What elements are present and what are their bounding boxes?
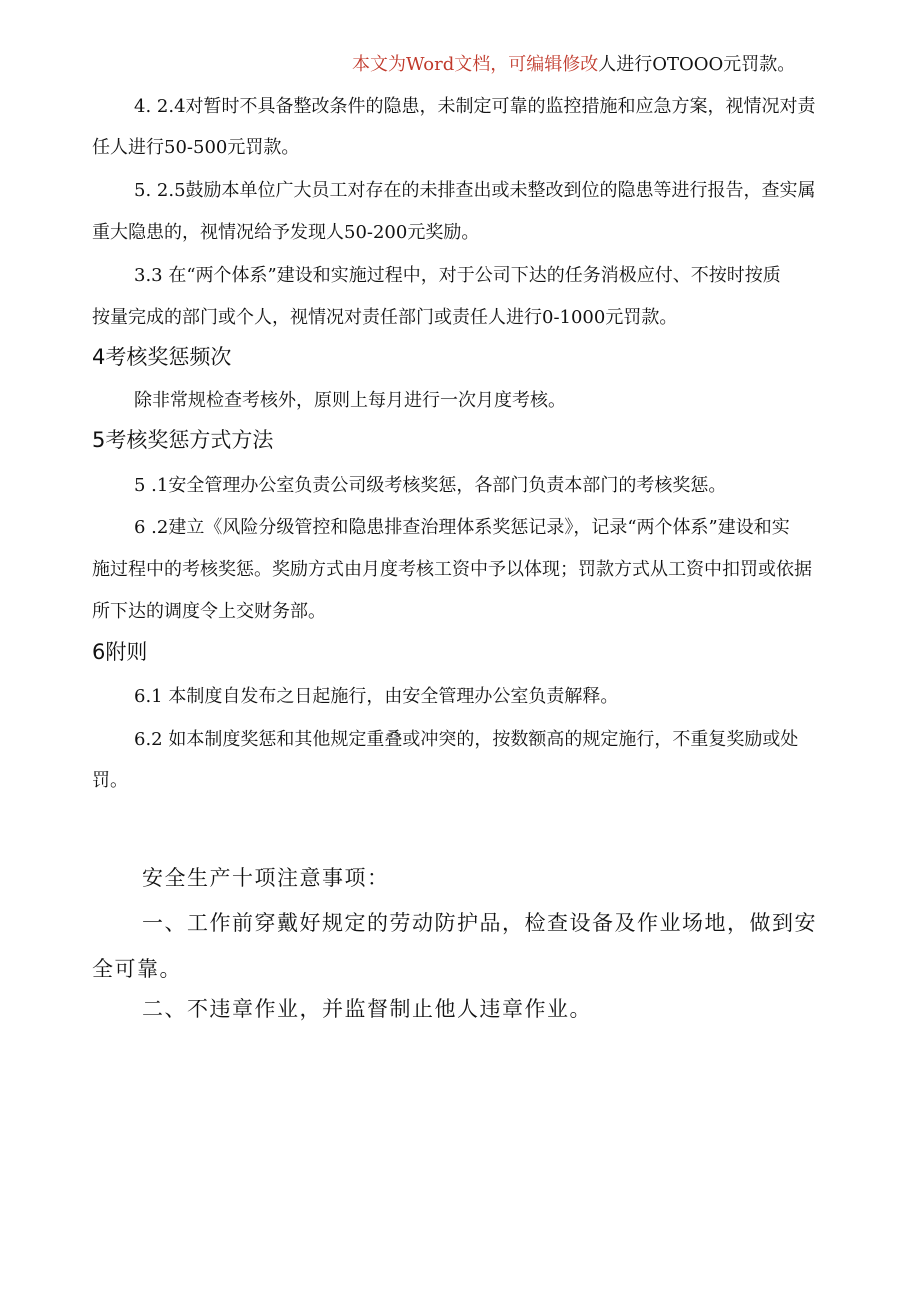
paragraph-line: 除非常规检查考核外，原则上每月进行一次月度考核。 — [134, 390, 566, 411]
paragraph-line: 6.1 本制度自发布之日起施行，由安全管理办公室负责解释。 — [134, 686, 619, 707]
section-heading: 4考核奖惩频次 — [92, 345, 232, 369]
paragraph-line: 按量完成的部门或个人，视情况对责任部门或责任人进行0-1000元罚款。 — [92, 307, 678, 328]
notice-item: 全可靠。 — [92, 957, 182, 981]
paragraph-line: 施过程中的考核奖惩。奖励方式由月度考核工资中予以体现；罚款方式从工资中扣罚或依据 — [92, 559, 812, 580]
paragraph-line: 罚。 — [92, 770, 128, 791]
paragraph-line: 6.2 如本制度奖惩和其他规定重叠或冲突的，按数额高的规定施行，不重复奖励或处 — [134, 729, 799, 750]
header-tail-text: 人进行OTOOO元罚款。 — [598, 54, 796, 75]
paragraph-line: 3.3 在“两个体系”建设和实施过程中，对于公司下达的任务消极应付、不按时按质 — [134, 265, 781, 286]
watermark-text: 本文为Word文档，可编辑修改 — [352, 54, 599, 75]
header-line — [352, 52, 795, 78]
section-heading: 6附则 — [92, 640, 148, 664]
paragraph-line: 重大隐患的，视情况给予发现人50-200元奖励。 — [92, 222, 480, 243]
paragraph-line: 5 .1安全管理办公室负责公司级考核奖惩，各部门负责本部门的考核奖惩。 — [134, 475, 727, 496]
notice-title: 安全生产十项注意事项： — [142, 866, 390, 890]
paragraph-line: 任人进行50-500元罚款。 — [92, 137, 300, 158]
paragraph-line: 5. 2.5鼓励本单位广大员工对存在的未排查出或未整改到位的隐患等进行报告，查实属 — [134, 180, 816, 201]
paragraph-line: 所下达的调度令上交财务部。 — [92, 601, 326, 622]
paragraph-line: 6 .2建立《风险分级管控和隐患排查治理体系奖惩记录》，记录“两个体系”建设和实 — [134, 517, 790, 538]
section-heading: 5考核奖惩方式方法 — [92, 428, 274, 452]
notice-item: 二、不违章作业，并监督制止他人违章作业。 — [142, 997, 592, 1021]
paragraph-line: 4. 2.4对暂时不具备整改条件的隐患，未制定可靠的监控措施和应急方案，视情况对责 — [134, 96, 816, 117]
notice-item: 一、工作前穿戴好规定的劳动防护品，检查设备及作业场地，做到安 — [142, 911, 817, 935]
